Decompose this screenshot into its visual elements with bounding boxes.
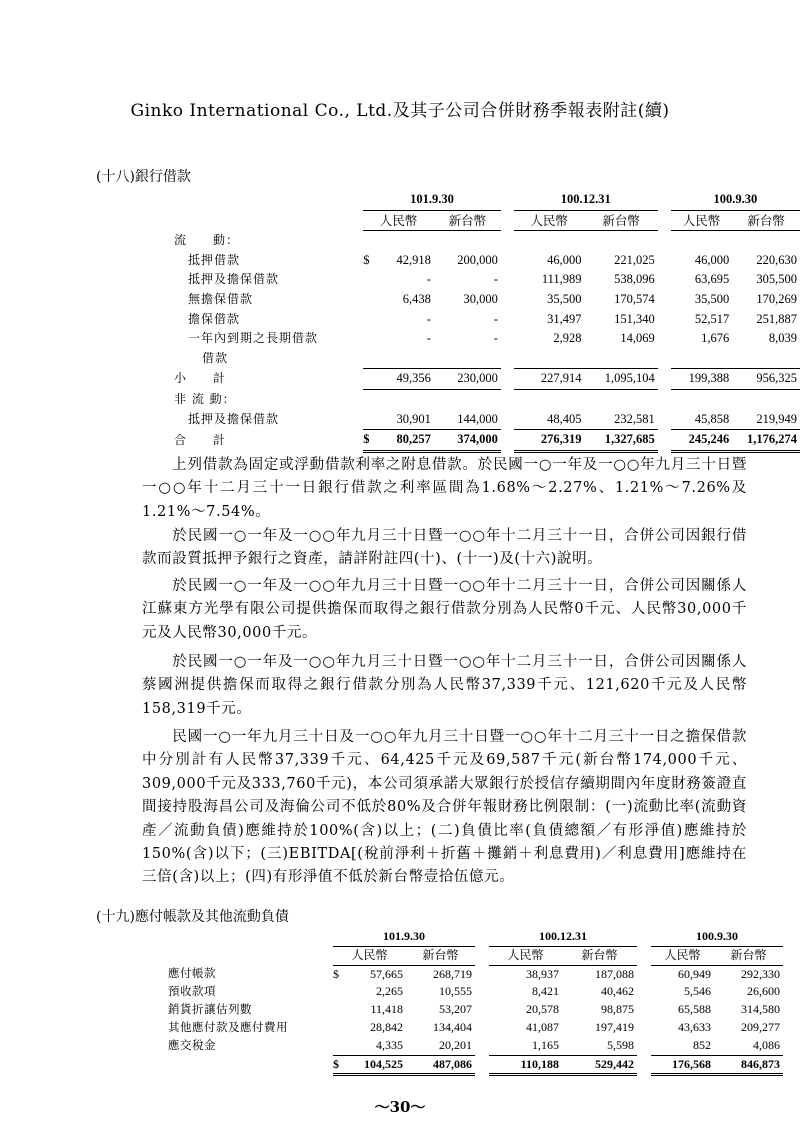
table-currency-header	[168, 946, 783, 965]
row-label: 抵押借款	[188, 252, 241, 267]
cell-value: -	[493, 311, 498, 326]
cell-value: 1,327,685	[585, 430, 658, 452]
cell-value: 170,574	[614, 291, 655, 306]
cell-value: 42,918	[396, 252, 431, 267]
cell-value: 20,578	[526, 1002, 559, 1017]
row-label: 抵押及擔保借款	[188, 411, 280, 426]
cell-value: 134,404	[433, 1019, 472, 1034]
cell-value: 30,901	[375, 410, 434, 430]
table-row	[168, 251, 800, 271]
cell-value: 28,842	[370, 1019, 403, 1034]
page-title: Ginko International Co., Ltd.及其子公司合併財務季報表附註(續)	[130, 101, 670, 121]
cell-value: 2,265	[376, 984, 403, 999]
cell-value: 219,949	[732, 410, 800, 430]
period-header: 100.12.31	[514, 190, 658, 210]
cell-value: 46,000	[694, 252, 730, 267]
table-row	[168, 410, 800, 430]
cell-value: 35,500	[547, 291, 582, 306]
table-row	[168, 349, 800, 369]
period-header: 100.9.30	[651, 928, 783, 946]
payables-table	[168, 928, 783, 1076]
cell-value: 1,176,274	[732, 430, 800, 452]
table-row	[168, 231, 800, 251]
cell-value: 52,517	[694, 311, 730, 326]
currency-header: 人民幣	[651, 946, 714, 965]
cell-value: 20,201	[406, 1037, 475, 1055]
cell-value: 43,633	[678, 1019, 711, 1034]
currency-header: 新台幣	[434, 210, 501, 231]
period-header: 101.9.30	[363, 190, 501, 210]
cell-value: 48,405	[514, 410, 585, 430]
row-label: 預收款項	[168, 984, 216, 999]
currency-header: 新台幣	[732, 210, 800, 231]
cell-value: 227,914	[514, 369, 585, 390]
row-label: 擔保借款	[188, 311, 241, 326]
cell-value: 314,580	[741, 1002, 780, 1017]
cell-value: 1,095,104	[585, 369, 658, 390]
table-row	[168, 329, 800, 349]
period-header: 100.12.31	[489, 928, 637, 946]
period-header: 101.9.30	[333, 928, 475, 946]
table-row	[168, 965, 783, 983]
cell-value: -	[426, 331, 431, 346]
cell-value: 292,330	[741, 966, 780, 981]
cell-value: 197,419	[595, 1019, 634, 1034]
page-number: ～30～	[374, 1098, 426, 1116]
cell-value: -	[493, 272, 498, 287]
paragraph-covenants: 民國一○一年九月三十日及一○○年九月三十日暨一○○年十二月三十一日之擔保借款中分別計有人民幣37,339千元、64,425千元及69,587千元(新台幣174,000千元、309,000千元及333,760千元)，本公司須承諾大眾銀行於授信存續期間內年度財務簽證直間接持股海昌公司及海倫公司不低於80%及合併年報財務比例限制：(一)流動比率(流動資產／流動負債)應維持於100%(含)以上；(二)負債比率(負債總額／有形淨值)應維持於150%(含)以下；(三)EBITDA[(稅前淨利＋折舊＋攤銷＋利息費用)／利息費用]應維持在三倍(含)以上；(四)有形淨值不低於新台幣壹拾伍億元。	[142, 729, 747, 886]
cell-value: 305,500	[756, 272, 797, 287]
table-row-total	[168, 1055, 783, 1075]
table-row	[168, 983, 783, 1001]
currency-header: 人民幣	[363, 210, 434, 231]
table-row	[168, 1019, 783, 1037]
cell-value: 80,257	[375, 430, 434, 452]
cell-value: 1,676	[701, 331, 730, 346]
currency-header: 人民幣	[514, 210, 585, 231]
cell-value: 31,497	[547, 311, 582, 326]
section-title-bank-loans: (十八)銀行借款	[96, 169, 191, 185]
cell-value: 38,937	[526, 966, 559, 981]
cell-value: 4,086	[714, 1037, 783, 1055]
cell-value: 374,000	[434, 430, 501, 452]
cell-value: 110,188	[489, 1055, 562, 1075]
cell-value: 176,568	[651, 1055, 714, 1075]
currency-symbol: $	[333, 1055, 345, 1075]
currency-header: 新台幣	[406, 946, 475, 965]
table-row-total	[168, 430, 800, 452]
cell-value: 230,000	[434, 369, 501, 390]
table-row	[168, 270, 800, 290]
row-label: 無擔保借款	[188, 291, 254, 306]
cell-value: -	[426, 272, 431, 287]
cell-value: 14,069	[620, 331, 655, 346]
cell-value: 209,277	[741, 1019, 780, 1034]
currency-header: 人民幣	[333, 946, 406, 965]
row-label: 非 流 動：	[174, 391, 236, 406]
row-label: 小 計	[174, 371, 227, 386]
table-row	[168, 1001, 783, 1019]
cell-value: 251,887	[756, 311, 797, 326]
currency-header: 新台幣	[714, 946, 783, 965]
cell-value: 63,695	[694, 272, 730, 287]
cell-value: 276,319	[514, 430, 585, 452]
cell-value: 11,418	[370, 1002, 403, 1017]
cell-value: 6,438	[402, 291, 431, 306]
period-header: 100.9.30	[671, 190, 800, 210]
cell-value: 852	[651, 1037, 714, 1055]
cell-value: 104,525	[345, 1055, 406, 1075]
cell-value: 5,546	[684, 984, 711, 999]
cell-value: 232,581	[585, 410, 658, 430]
cell-value: 5,598	[562, 1037, 637, 1055]
row-label	[168, 1055, 333, 1075]
cell-value: 268,719	[433, 966, 472, 981]
cell-value: 220,630	[756, 252, 797, 267]
cell-value: 170,269	[756, 291, 797, 306]
cell-value: 200,000	[457, 252, 498, 267]
cell-value: 60,949	[678, 966, 711, 981]
table-row	[168, 1037, 783, 1055]
cell-value: 41,087	[526, 1019, 559, 1034]
row-label: 銷貨折讓估列數	[168, 1002, 252, 1017]
row-label: 其他應付款及應付費用	[168, 1019, 288, 1034]
cell-value: 956,325	[732, 369, 800, 390]
cell-value: 529,442	[562, 1055, 637, 1075]
section-title-payables: (十九)應付帳款及其他流動負債	[96, 909, 289, 925]
cell-value: 46,000	[547, 252, 582, 267]
currency-symbol: $	[363, 430, 375, 452]
cell-value: 35,500	[694, 291, 730, 306]
paragraph-guarantee-jiangsu: 於民國一○一年及一○○年九月三十日暨一○○年十二月三十一日，合併公司因關係人江蘇東方光學有限公司提供擔保而取得之銀行借款分別為人民幣0千元、人民幣30,000千元及人民幣30,000千元。	[142, 578, 747, 641]
currency-header: 新台幣	[562, 946, 637, 965]
cell-value: 65,588	[678, 1002, 711, 1017]
table-currency-header	[168, 210, 800, 231]
cell-value: 4,335	[345, 1037, 406, 1055]
cell-value: 40,462	[601, 984, 634, 999]
table-period-header	[168, 928, 783, 946]
cell-value: 98,875	[601, 1002, 634, 1017]
row-label: 抵押及擔保借款	[188, 272, 280, 287]
cell-value: 846,873	[714, 1055, 783, 1075]
row-label: 一年內到期之長期借款	[188, 331, 319, 346]
paragraph-interest-rate: 上列借款為固定或浮動借款利率之附息借款。於民國一○一年及一○○年九月三十日暨一○○年十二月三十一日銀行借款之利率區間為1.68%～2.27%、1.21%～7.26%及1.21%～7.54%。	[142, 457, 747, 520]
paragraph-guarantee-tsai: 於民國一○一年及一○○年九月三十日暨一○○年十二月三十一日，合併公司因關係人蔡國洲提供擔保而取得之銀行借款分別為人民幣37,339千元、121,620千元及人民幣158,319千元。	[142, 654, 747, 717]
row-label: 應付帳款	[168, 966, 216, 981]
currency-header: 人民幣	[671, 210, 732, 231]
table-period-header	[168, 190, 800, 210]
cell-value: 487,086	[406, 1055, 475, 1075]
cell-value: 57,665	[370, 966, 403, 981]
table-row	[168, 290, 800, 310]
cell-value: 49,356	[375, 369, 434, 390]
cell-value: 245,246	[671, 430, 732, 452]
cell-value: 30,000	[463, 291, 498, 306]
cell-value: 187,088	[595, 966, 634, 981]
currency-header: 新台幣	[585, 210, 658, 231]
cell-value: 26,600	[747, 984, 780, 999]
cell-value: 53,207	[439, 1002, 472, 1017]
table-row-subtotal	[168, 369, 800, 390]
table-row	[168, 389, 800, 409]
cell-value: 199,388	[671, 369, 732, 390]
cell-value: 8,039	[768, 331, 797, 346]
cell-value: 1,165	[489, 1037, 562, 1055]
row-label: 合 計	[174, 432, 227, 447]
cell-value: 144,000	[434, 410, 501, 430]
cell-value: 45,858	[671, 410, 732, 430]
row-label: 應交稅金	[168, 1038, 216, 1053]
cell-value: 111,989	[541, 272, 582, 287]
cell-value: 221,025	[614, 252, 655, 267]
row-label: 流 動：	[174, 232, 240, 247]
bank-loans-table	[168, 190, 800, 453]
cell-value: -	[426, 311, 431, 326]
cell-value: 538,096	[614, 272, 655, 287]
cell-value: 2,928	[553, 331, 582, 346]
cell-value: -	[493, 331, 498, 346]
paragraph-pledged-assets: 於民國一○一年及一○○年九月三十日暨一○○年十二月三十一日，合併公司因銀行借款而設質抵押予銀行之資產，請詳附註四(十)、(十一)及(十六)說明。	[142, 528, 747, 568]
table-row	[168, 310, 800, 330]
cell-value: 10,555	[439, 984, 472, 999]
currency-symbol: $	[333, 966, 339, 981]
cell-value: 8,421	[532, 984, 559, 999]
cell-value: 151,340	[614, 311, 655, 326]
row-label: 借款	[202, 351, 229, 365]
currency-symbol: $	[363, 252, 370, 267]
currency-header: 人民幣	[489, 946, 562, 965]
